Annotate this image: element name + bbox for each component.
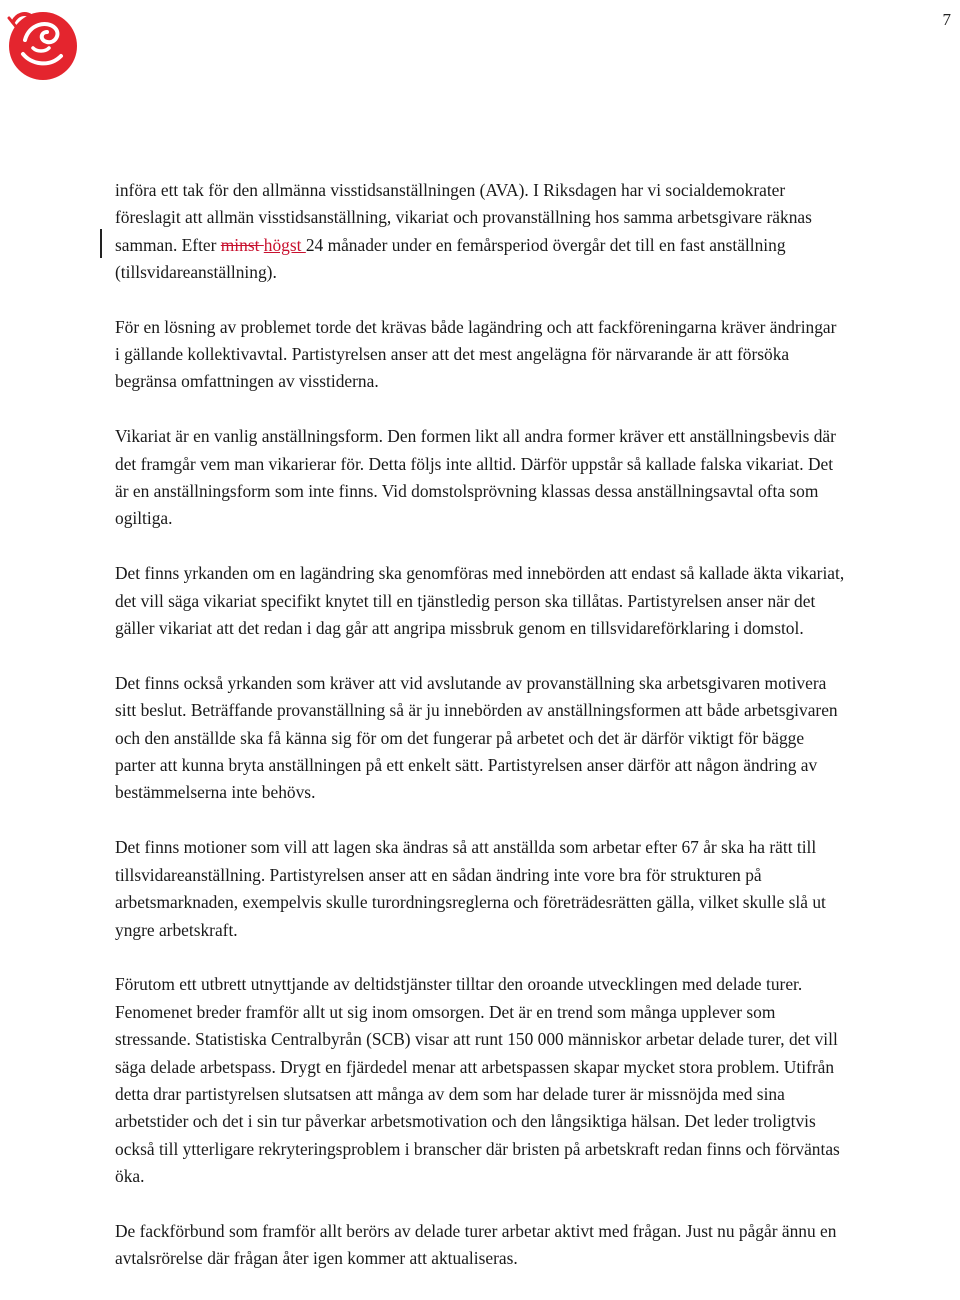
paragraph-losning: För en lösning av problemet torde det krävas både lagändring och att fackföreningarna kräver ändringar i gällande kollektivavtal. Partistyrelsen anser att det mest angelägna för närvarande är att försöka begränsa omfattningen av visstiderna. xyxy=(115,316,837,392)
paragraph-ava-tak xyxy=(115,177,845,287)
page-number: 7 xyxy=(942,10,951,29)
deleted-text: minst xyxy=(220,234,264,255)
paragraph-text: 24 månader under en femårsperiod övergår det till en fast anställning (tillsvidareanställning). xyxy=(115,234,786,283)
paragraph-fackforbund: De fackförbund som framför allt berörs av delade turer arbetar aktivt med frågan. Just nu pågår ännu en avtalsrörelse där frågan åter igen kommer att aktualiseras. xyxy=(115,1220,837,1269)
party-rose-logo xyxy=(3,4,81,84)
paragraph-vikariat: Vikariat är en vanlig anställningsform. Den formen likt all andra former kräver ett anställningsbevis där det framgår vem man vikarierar för. Detta följs inte alltid. Därför uppstår så kallade falska vikariat. Det är en anställningsform som inte finns. Vid domstolsprövning klassas dessa anställningsavtal ofta som ogiltiga. xyxy=(115,426,836,529)
inserted-text: högst xyxy=(263,234,306,255)
paragraph-yrkanden-lagandring: Det finns yrkanden om en lagändring ska genomföras med innebörden att endast så kallade äkta vikariat, det vill säga vikariat specifikt knytet till en tjänstledig person ska tillåtas. Partistyrelsen anser när det gäller vikariat att det redan i dag går att angripa missbruk genom en tillsvidareförklaring i domstol. xyxy=(115,563,845,639)
paragraph-motioner-67-ar: Det finns motioner som vill att lagen ska ändras så att anställda som arbetar efter 67 år ska ha rätt till tillsvidareanställning. Partistyrelsen anser att en sådan ändring inte vore bra för strukturen på arbetsmarknaden, exempelvis skulle turordningsreglerna och företrädesrätten gälla, vilket skulle slå ut yngre arbetskraft. xyxy=(115,837,826,940)
revision-change-bar xyxy=(100,229,102,258)
document-body xyxy=(115,177,845,1300)
paragraph-text: införa ett tak för den allmänna visstidsanställningen (AVA). I Riksdagen har vi socialdemokrater föreslagit att allmän visstidsanställning, vikariat och provanställning hos samma arbetsgivare räknas samman. Efter xyxy=(115,180,812,255)
paragraph-delade-turer: Förutom ett utbrett utnyttjande av deltidstjänster tilltar den oroande utvecklingen med delade turer. Fenomenet breder framför allt ut sig inom omsorgen. Det är en trend som många upplever som stressande. Statistiska Centralbyrån (SCB) visar att runt 150 000 människor arbetar delade turer, det vill säga delade arbetspass. Drygt en fjärdedel menar att arbetspassen skapar mycket stora problem. Utifrån detta drar partistyrelsen slutsatsen att många av dem som har delade turer är missnöjda med sina arbetstider och det i sin tur påverkar arbetsmotivation och den långsiktiga hälsan. Det leder troligtvis också till ytterligare rekryteringsproblem i branscher där bristen på arbetskraft redan finns och förväntas öka. xyxy=(115,974,840,1187)
paragraph-provanstallning: Det finns också yrkanden som kräver att vid avslutande av provanställning ska arbetsgivaren motivera sitt beslut. Beträffande provanställning så är ju innebörden av anställningsformen att både arbetsgivaren och den anställde ska få känna sig för om det fungerar på arbetet och det är därför viktigt för bägge parter att kunna bryta anställningen på ett enkelt sätt. Partistyrelsen anser därför att någon ändring av bestämmelserna inte behövs. xyxy=(115,672,838,803)
